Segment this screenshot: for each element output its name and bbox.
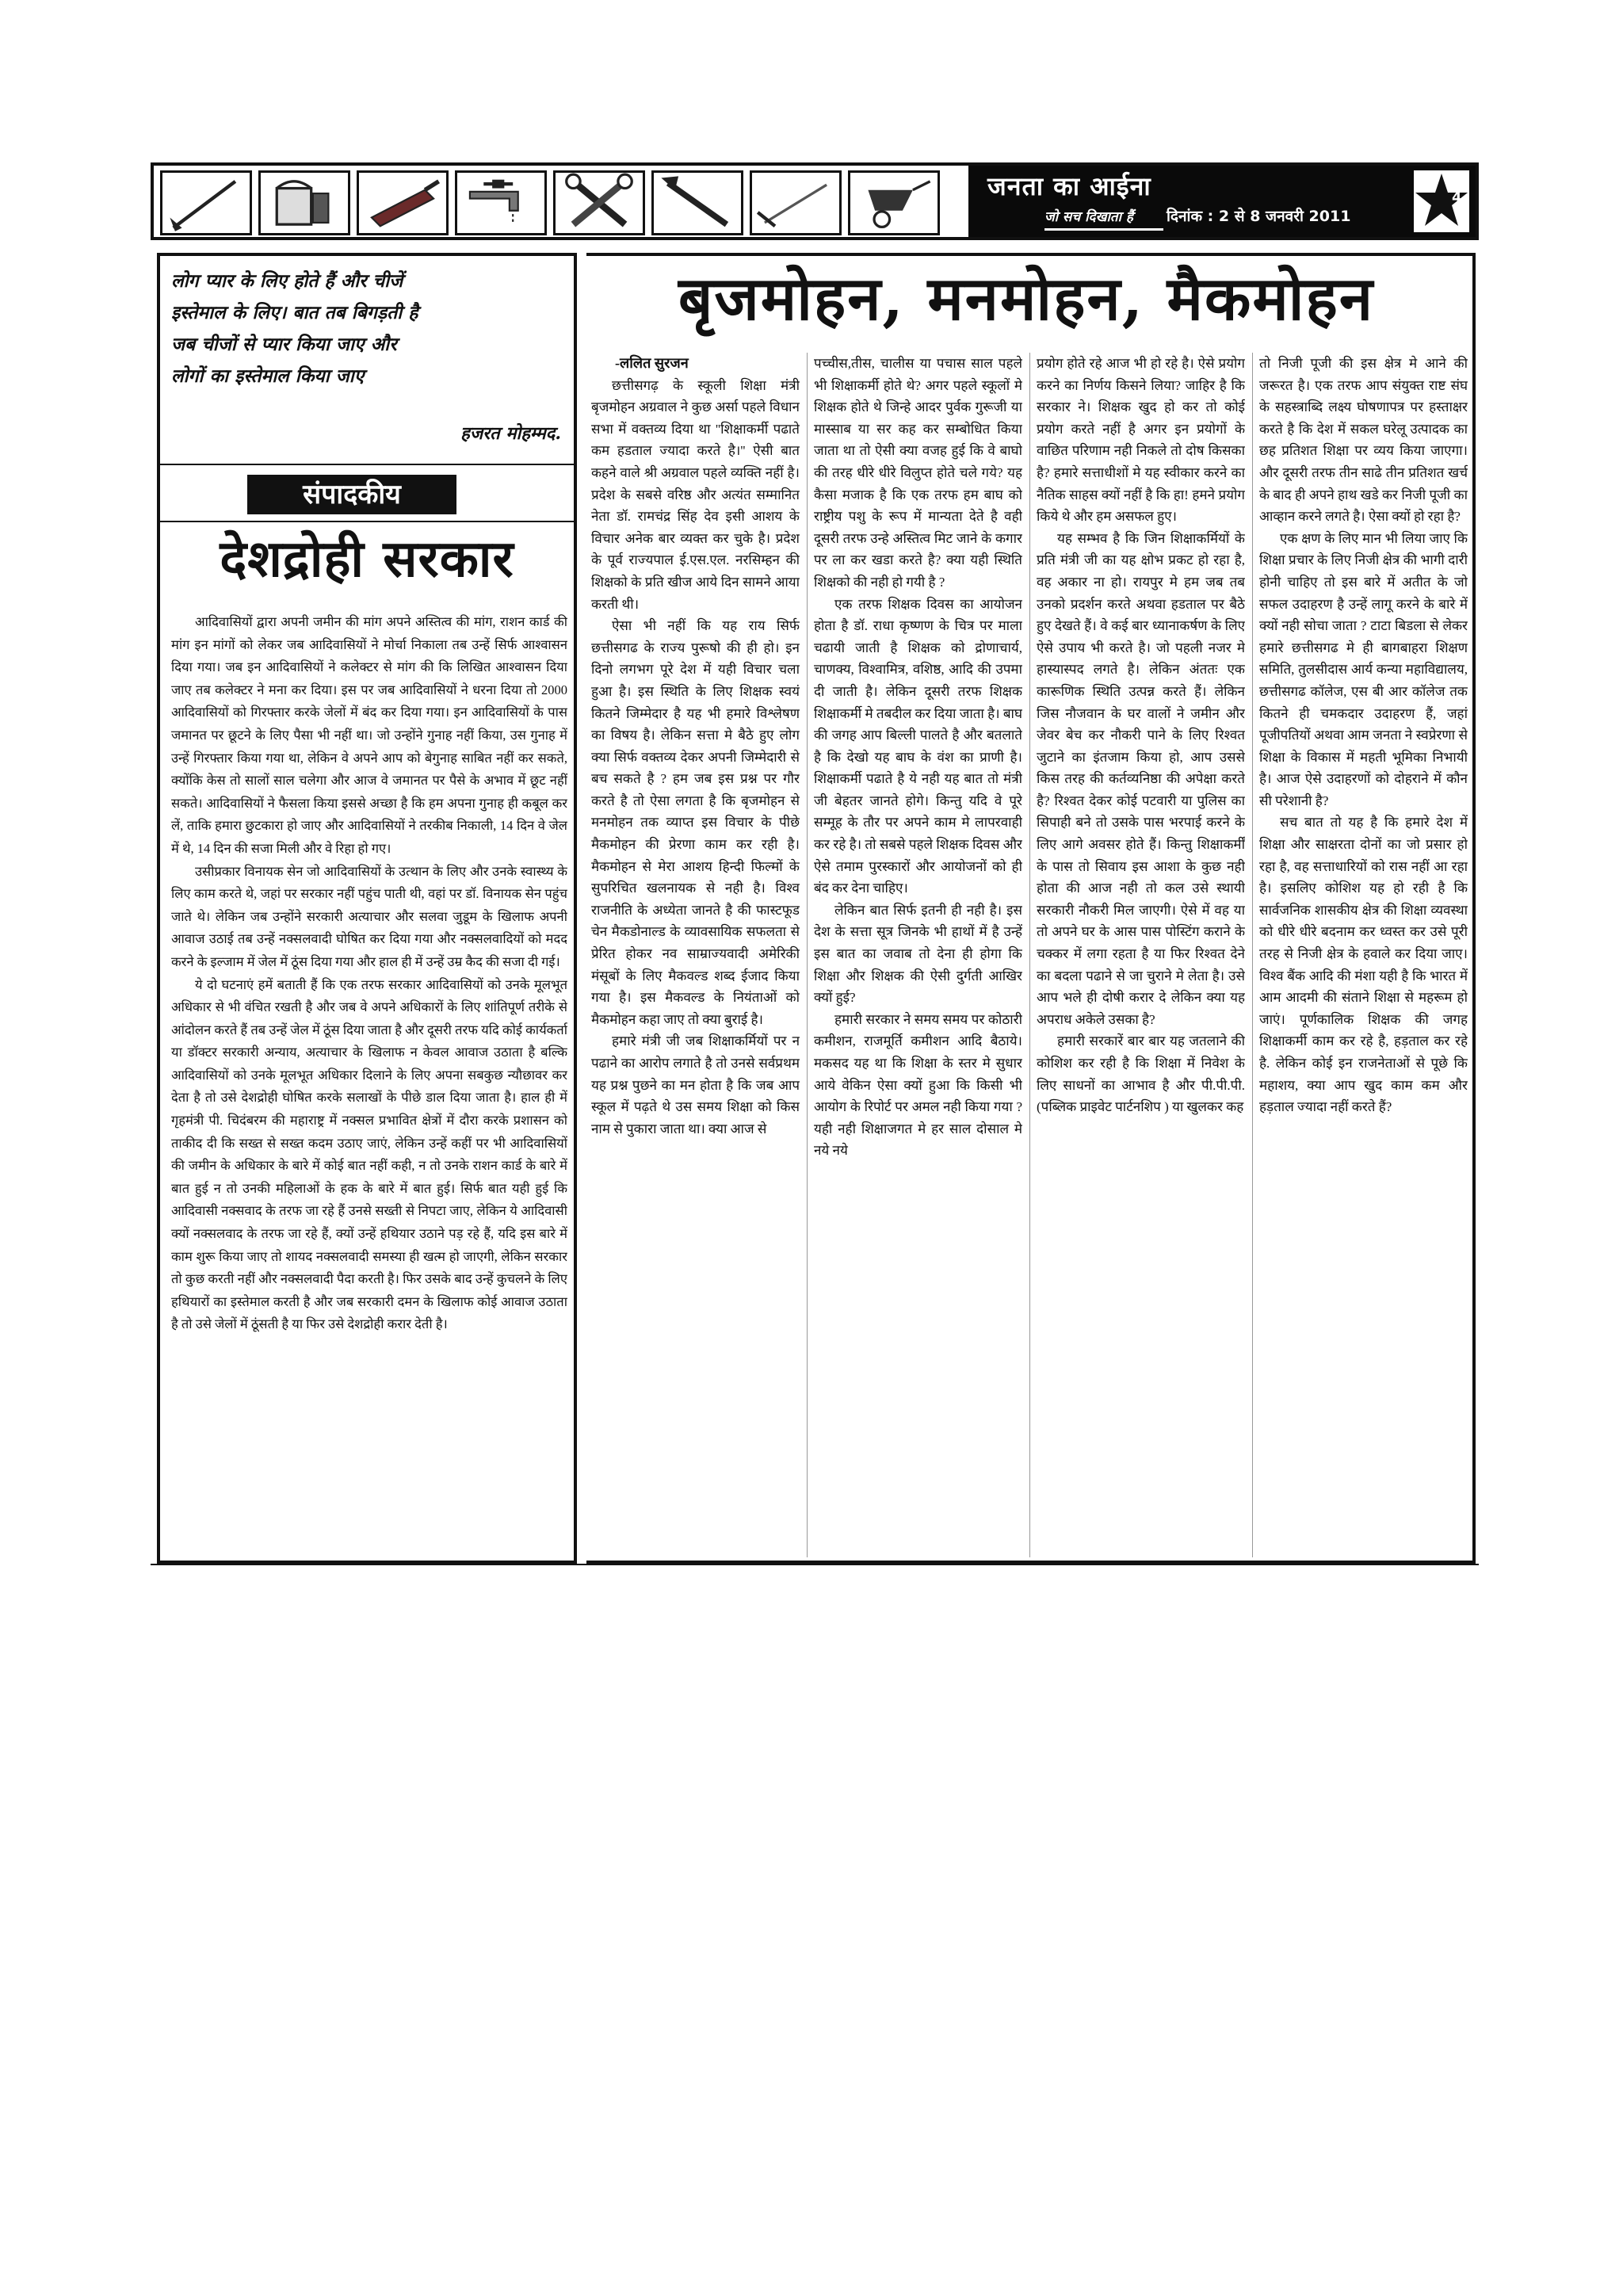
editorial-body bbox=[171, 611, 567, 1554]
divider bbox=[160, 521, 574, 522]
article-paragraph: एक क्षण के लिए मान भी लिया जाए कि शिक्षा प्रचार के लिए निजी क्षेत्र की भागी दारी होनी चाहिए तो इस बारे में अतीत के जो सफल उदाहरण है उन्हें लागू करने के बारे में क्यों नही सोचा जाता ? टाटा बिडला से लेकर हमारे छत्तीसगढ मे ही बागबाहरा शिक्षण समिति, तुलसीदास आर्य कन्या महाविद्यालय, छत्तीसगढ कॉलेज, एस बी आर कॉलेज तक कितने ही चमकदार उदाहरण हैं, जहां पूजीपतियों अथवा आम जनता ने स्वप्रेरणा से शिक्षा के विकास में महती भूमिका निभायी है। आज ऐसे उदाहरणों को दोहराने में कौन सी परेशानी है? bbox=[1259, 530, 1468, 808]
editorial-paragraph: आदिवासियों द्वारा अपनी जमीन की मांग अपने अस्तित्व की मांग, राशन कार्ड की मांग इन मांगों को लेकर जब आदिवासियों ने मोर्चा निकाला तब उन्हें सिर्फ आश्वासन दिया गया। जब इन आदिवासियों ने कलेक्टर से मांग की कि लिखित आश्वासन दिया जाए तब कलेक्टर ने मना कर दिया। इस पर जब आदिवासियों ने धरना दिया तो 2000 आदिवासियों को गिरफ्तार करके जेलों में बंद कर दिया गया। इन आदिवासियों के पास जमानत पर छूटने के लिए पैसा भी नहीं था। जो उन्होंने गुनाह नहीं किया, उस गुनाह में उन्हें गिरफ्तार किया गया था, लेकिन वे अपने आप को बेगुनाह साबित नहीं कर सकते, क्योंकि केस तो सालों साल चलेगा और आज वे जमानत पर पैसे के अभाव में छूट नहीं सकते। आदिवासियों ने फैसला किया इससे अच्छा है कि हम अपना गुनाह ही कबूल कर लें, ताकि हमारा छुटकारा हो जाए और आदिवासियों ने तरकीब निकाली, 14 दिन वे जेल में थे, 14 दिन की सजा मिली और वे रिहा हो गए। bbox=[171, 614, 567, 856]
article-headline: बृजमोहन, मनमोहन, मैकमोहन bbox=[678, 263, 1375, 334]
article-paragraph: छत्तीसगढ़ के स्कूली शिक्षा मंत्री बृजमोहन अग्रवाल ने कुछ अर्सा पहले विधान सभा में वक्तव्य दिया था ''शिक्षाकर्मी पढाते कम हडताल ज्यादा करते है।'' ऐसी बात कहने वाले श्री अग्रवाल पहले व्यक्ति नहीं है। प्रदेश के सबसे वरिष्ठ और अत्यंत सम्मानित नेता डॉ. रामचंद्र सिंह देव इसी आशय के विचार अनेक बार व्यक्त कर चुके है। प्रदेश के पूर्व राज्यपाल ई.एस.एल. नरसिम्हन की शिक्षको के प्रति खीज आये दिन सामने आया करती थी। bbox=[591, 377, 800, 612]
column-divider bbox=[1029, 353, 1030, 1557]
article-column-3 bbox=[1037, 353, 1245, 1557]
article-paragraph: ऐसा भी नहीं कि यह राय सिर्फ छत्तीसगढ के राज्य पुरूषो की ही हो। इन दिनो लगभग पूरे देश में यही विचार चला हुआ है। इस स्थिति के लिए शिक्षक स्वयं कितने जिम्मेदार है यह भी हमारे विश्लेषण का विषय है। लेकिन सत्ता मे बैठे हुए लोग क्या सिर्फ वक्तव्य देकर अपनी जिम्मेदारी से बच सकते है ? हम जब इस प्रश्न पर गौर करते है तो ऐसा लगता है कि बृजमोहन से मनमोहन तक व्याप्त इस विचार के पीछे मैकमोहन की प्रेरणा काम कर रही है। मैकमोहन से मेरा आशय हिन्दी फिल्मों के सुपरिचित खलनायक से नही है। विश्व राजनीति के अध्येता जानते है की फास्टफूड चेन मैकडोनाल्ड के व्यावसायिक सफलता से प्रेरित होकर नव साम्राज्यवादी अमेरिकी मंसूबों के लिए मैकवल्ड शब्द ईजाद किया गया है। इस मैकवल्ड के नियंताओं को मैकमोहन कहा जाए तो क्या बुराई है। bbox=[591, 618, 800, 1027]
article-paragraph: हमारे मंत्री जी जब शिक्षाकर्मियों पर न पढाने का आरोप लगाते है तो उनसे सर्वप्रथम यह प्रश्न पुछने का मन होता है कि जब आप स्कूल में पढ़ते थे उस समय शिक्षा को किस नाम से पुकारा जाता था। क्या आज से bbox=[591, 1033, 800, 1137]
wrench-icon bbox=[651, 170, 743, 235]
quote-line: जब चीजों से प्यार किया जाए और bbox=[171, 334, 397, 355]
quote-box bbox=[171, 266, 567, 392]
article-columns bbox=[591, 353, 1468, 1557]
quote-line: इस्तेमाल के लिए। बात तब बिगड़ती है bbox=[171, 302, 418, 323]
article-paragraph: एक तरफ शिक्षक दिवस का आयोजन होता है डॉ. राधा कृष्णण के चित्र पर माला चढायी जाती है शिक्षक को द्रोणाचार्य, चाणक्य, विश्वामित्र, वशिष्ठ, आदि की उपमा दी जाती है। लेकिन दूसरी तरफ शिक्षक शिक्षाकर्मी मे तबदील कर दिया जाता है। बाघ की जगह आप बिल्ली पालते है और बतलाते है कि देखो यह बाघ के वंश का प्राणी है। शिक्षाकर्मी पढाते है ये नही यह बात तो मंत्री जी बेहतर जानते होगे। किन्तु यदि वे पूरे सम्मूह के तौर पर अपने काम मे लापरवाही कर रहे है। तो सबसे पहले शिक्षक दिवस और ऐसे तमाम पुरस्कारों और आयोजनों को ही बंद कर देना चाहिए। bbox=[814, 596, 1022, 896]
article-paragraph: प्रयोग होते रहे आज भी हो रहे है। ऐसे प्रयोग करने का निर्णय किसने लिया? जाहिर है कि सरकार ने। शिक्षक खुद हो कर तो कोई प्रयोग करते नहीं है अगर इन प्रयोगों के वाछित परिणाम नही निकले तो दोष किसका है? हमारे सत्ताधीशों मे यह स्वीकार करने का नैतिक साहस क्यों नहीं है कि हा! हमने प्रयोग किये थे और हम असफल हुए। bbox=[1037, 356, 1245, 525]
rake-icon bbox=[750, 170, 842, 235]
newspaper-brand bbox=[968, 166, 1476, 237]
column-divider bbox=[807, 353, 808, 1557]
article-byline: -ललित सुरजन bbox=[615, 355, 689, 371]
editorial-paragraph: ये दो घटनाएं हमें बताती हैं कि एक तरफ सरकार आदिवासियों को उनके मूलभूत अधिकार से भी वंचित रखती है और जब वे अपने अधिकारों के लिए शांतिपूर्ण तरीके से आंदोलन करते हैं तब उन्हें जेल में ठूंस दिया जाता है और दूसरी तरफ यदि कोई कार्यकर्ता या डॉक्टर सरकारी अन्याय, अत्याचार के खिलाफ न केवल आवाज उठाता है बल्कि आदिवासियों को उनके मूलभूत अधिकार दिलाने के लिए अपना सबकुछ न्यौछावर कर देता है तो उसे देशद्रोही घोषित करके सलाखों के पीछे डाल दिया जाता है। हाल ही में गृहमंत्री पी. चिदंबरम की महाराष्ट्र में नक्सल प्रभावित क्षेत्रों में दौरा करके प्रशासन को ताकीद दी कि सख्त से सख्त कदम उठाए जाएं, लेकिन उन्हें कहीं पर भी आदिवासियों की जमीन के अधिकार के बारे में कोई बात नहीं कही, न तो उनके राशन कार्ड के बारे में बात हुई न तो उनकी महिलाओं के हक के बारे में बात हुई। सिर्फ बात यही हुई कि आदिवासी नक्सवाद के तरफ जा रहे हैं उनसे सख्ती से निपटा जाए, लेकिन ये आदिवासी क्यों नक्सलवाद के तरफ जा रहे हैं, क्यों उन्हें हथियार उठाने पड़ रहे हैं, यदि इस बारे में काम शुरू किया जाए तो शायद नक्सलवादी समस्या ही खत्म हो जाएगी, लेकिन सरकार तो कुछ करती नहीं और नक्सलवादी पैदा करती है। फिर उसके बाद उन्हें कुचलने के लिए हथियारों का इस्तेमाल करती है और जब सरकारी दमन के खिलाफ कोई आवाज उठाता है तो उसे जेलों में ठूंसती है या फिर उसे देशद्रोही करार देती है। bbox=[171, 976, 567, 1332]
paper-name: जनता का आईना bbox=[987, 171, 1151, 201]
wheelbarrow-icon bbox=[848, 170, 940, 235]
quote-line: लोगों का इस्तेमाल किया जाए bbox=[171, 365, 365, 387]
article-paragraph: हमारी सरकारें बार बार यह जतलाने की कोशिश कर रही है कि शिक्षा में निवेश के लिए साधनों का आभाव है और पी.पी.पी. (पब्लिक प्राइवेट पार्टनशिप ) या खुलकर कह bbox=[1037, 1033, 1245, 1115]
article-paragraph: पच्चीस,तीस, चालीस या पचास साल पहले भी शिक्षाकर्मी होते थे? अगर पहले स्कूलों मे शिक्षक होते थे जिन्हे आदर पुर्वक गुरूजी या मास्साब या सर कह कर सम्बोधित किया जाता था तो ऐसी क्या वजह हुई कि वे बाघो की तरह धीरे धीरे विलुप्त होते चले गये? यह कैसा मजाक है कि एक तरफ हम बाघ को राष्ट्रीय पशु के रूप में मान्यता देते है वही दूसरी तरफ उन्हे अस्तित्व मिट जाने के कगार पर ला कर खडा करते है? क्या यही स्थिति शिक्षको की नही हो गयी है ? bbox=[814, 356, 1022, 590]
quote-line: लोग प्यार के लिए होते हैं और चीजें bbox=[171, 270, 403, 292]
newspaper-page bbox=[151, 162, 1479, 1571]
editorial-paragraph: उसीप्रकार विनायक सेन जो आदिवासियों के उत्थान के लिए और उनके स्वास्थ्य के लिए काम करते थे, जहां पर सरकार नहीं पहुंच पाती थी, वहां पर डॉ. विनायक सेन पहुंच जाते थे। लेकिन जब उन्होंने सरकारी अत्याचार और सलवा जुडूम के खिलाफ अपनी आवाज उठाई तब उन्हें नक्सलवादी घोषित कर दिया गया और नक्सलवादियों को मदद करने के इल्जाम में जेल में ठूंस दिया गया और हाल ही में उन्हें उम्र कैद की सजा दी गई। bbox=[171, 863, 567, 969]
column-divider bbox=[1252, 353, 1253, 1557]
article-column-2 bbox=[814, 353, 1022, 1557]
editorial-headline: देशद्रोही सरकार bbox=[220, 529, 514, 589]
editorial-tag-row bbox=[160, 470, 574, 518]
article-column-4 bbox=[1259, 353, 1468, 1557]
page-number: 4 bbox=[1452, 189, 1462, 206]
article-paragraph: लेकिन बात सिर्फ इतनी ही नही है। इस देश के सत्ता सूत्र जिनके भी हाथों में है उन्हें इस बात का जवाब तो देना ही होगा कि शिक्षा और शिक्षक की ऐसी दुर्गती आखिर क्यों हुई? bbox=[814, 902, 1022, 1006]
tagline-underline bbox=[1044, 228, 1163, 231]
quote-author: हजरत मोहम्मद. bbox=[460, 423, 561, 444]
article-paragraph: सच बात तो यह है कि हमारे देश में शिक्षा और साक्षरता दोनों का जो प्रसार हो रहा है, वह सत्ताधारियों को रास नहीं आ रहा है। इसलिए कोशिश यह हो रही है कि सार्वजनिक शासकीय क्षेत्र की शिक्षा व्यवस्था को धीरे धीरे बदनाम कर ध्वस्त कर उसे पूरी तरह से निजी क्षेत्र के हवाले कर दिया जाए। विश्व बैंक आदि की मंशा यही है कि भारत में आम आदमी की संताने शिक्षा से महरूम हो जाएं। पूर्णकालिक शिक्षक की जगह शिक्षाकर्मी काम कर रहे है, हड़ताल कर रहे है. लेकिन कोई इन राजनेताओं से पूछे कि महाशय, क्या आप खुद काम कम और हड़ताल ज्यादा नहीं करते हैं? bbox=[1259, 815, 1468, 1115]
hoe-icon bbox=[160, 170, 252, 235]
trowel-icon bbox=[357, 170, 449, 235]
editorial-column bbox=[157, 253, 577, 1564]
bottom-rule bbox=[151, 1564, 1479, 1565]
editorial-tag: संपादकीय bbox=[247, 475, 456, 514]
article-paragraph: हमारी सरकार ने समय समय पर कोठारी कमीशन, राजमूर्ति कमीशन आदि बैठाये। मकसद यह था कि शिक्षा के स्तर मे सुधार आये वेकिन ऐसा क्यों हुआ कि किसी भी आयोग के रिपोर्ट पर अमल नही किया गया ? यही नही शिक्षाजगत मे हर साल दोसाल मे नये नये bbox=[814, 1011, 1022, 1159]
paper-tagline: जो सच दिखाता हैं bbox=[1044, 209, 1133, 225]
water-tap-icon bbox=[455, 170, 547, 235]
main-article bbox=[586, 253, 1476, 1564]
spanners-icon bbox=[553, 170, 645, 235]
page-number-star bbox=[1414, 170, 1469, 232]
issue-date: दिनांक : 2 से 8 जनवरी 2011 bbox=[1167, 208, 1351, 225]
article-paragraph: यह सम्भव है कि जिन शिक्षाकर्मियों के प्रति मंत्री जी का यह क्षोभ प्रकट हो रहा है, वह अकार ना हो। रायपुर मे हम जब तब उनको प्रदर्शन करते अथवा हडताल पर बैठे हुए देखते हैं। वे कई बार ध्यानाकर्षण के लिए ऐसे उपाय भी करते है। जो पहली नजर मे हास्यास्पद लगते है। लेकिन अंततः एक कारूणिक स्थिति उत्पन्न करते हैं। लेकिन जिस नौजवान के घर वालों ने जमीन और जेवर बेच कर नौकरी पाने के लिए रिश्वत जुटाने का इंतजाम किया हो, आप उससे किस तरह की कर्तव्यनिष्ठा की अपेक्षा करते है? रिश्वत देकर कोई पटवारी या पुलिस का सिपाही बने तो उसके पास भरपाई करने के लिए आगे अवसर होते हैं। किन्तु शिक्षाकर्मीं के पास तो सिवाय इस आशा के कुछ नही होता की आज नही तो कल उसे स्थायी सरकारी नौकरी मिल जाएगी। ऐसे में वह या तो अपने घर के आस पास पोस्टिंग कराने के चक्कर में लगा रहता है या फिर रिश्वत देने का बदला पढाने से जा चुराने मे लेता है। उसे आप भले ही दोषी करार दे लेकिन क्या यह अपराध अकेले उसका है? bbox=[1037, 530, 1245, 1027]
article-column-1 bbox=[591, 353, 800, 1557]
star-icon bbox=[1414, 170, 1469, 232]
paint-bucket-icon bbox=[258, 170, 350, 235]
article-paragraph: तो निजी पूजी की इस क्षेत्र मे आने की जरूरत है। एक तरफ आप संयुक्त राष्ट संघ के सहस्त्राब्दि लक्ष्य घोषणापत्र पर हस्ताक्षर करते है कि देश में सकल घरेलू उत्पादक का छह प्रतिशत शिक्षा पर व्यय किया जाएगा। और दूसरी तरफ तीन साढे तीन प्रतिशत खर्च के बाद ही अपने हाथ खडे कर निजी पूजी का आव्हान करने लगते है। ऐसा क्यों हो रहा है? bbox=[1259, 356, 1468, 525]
divider bbox=[160, 464, 574, 465]
masthead bbox=[151, 162, 1479, 240]
